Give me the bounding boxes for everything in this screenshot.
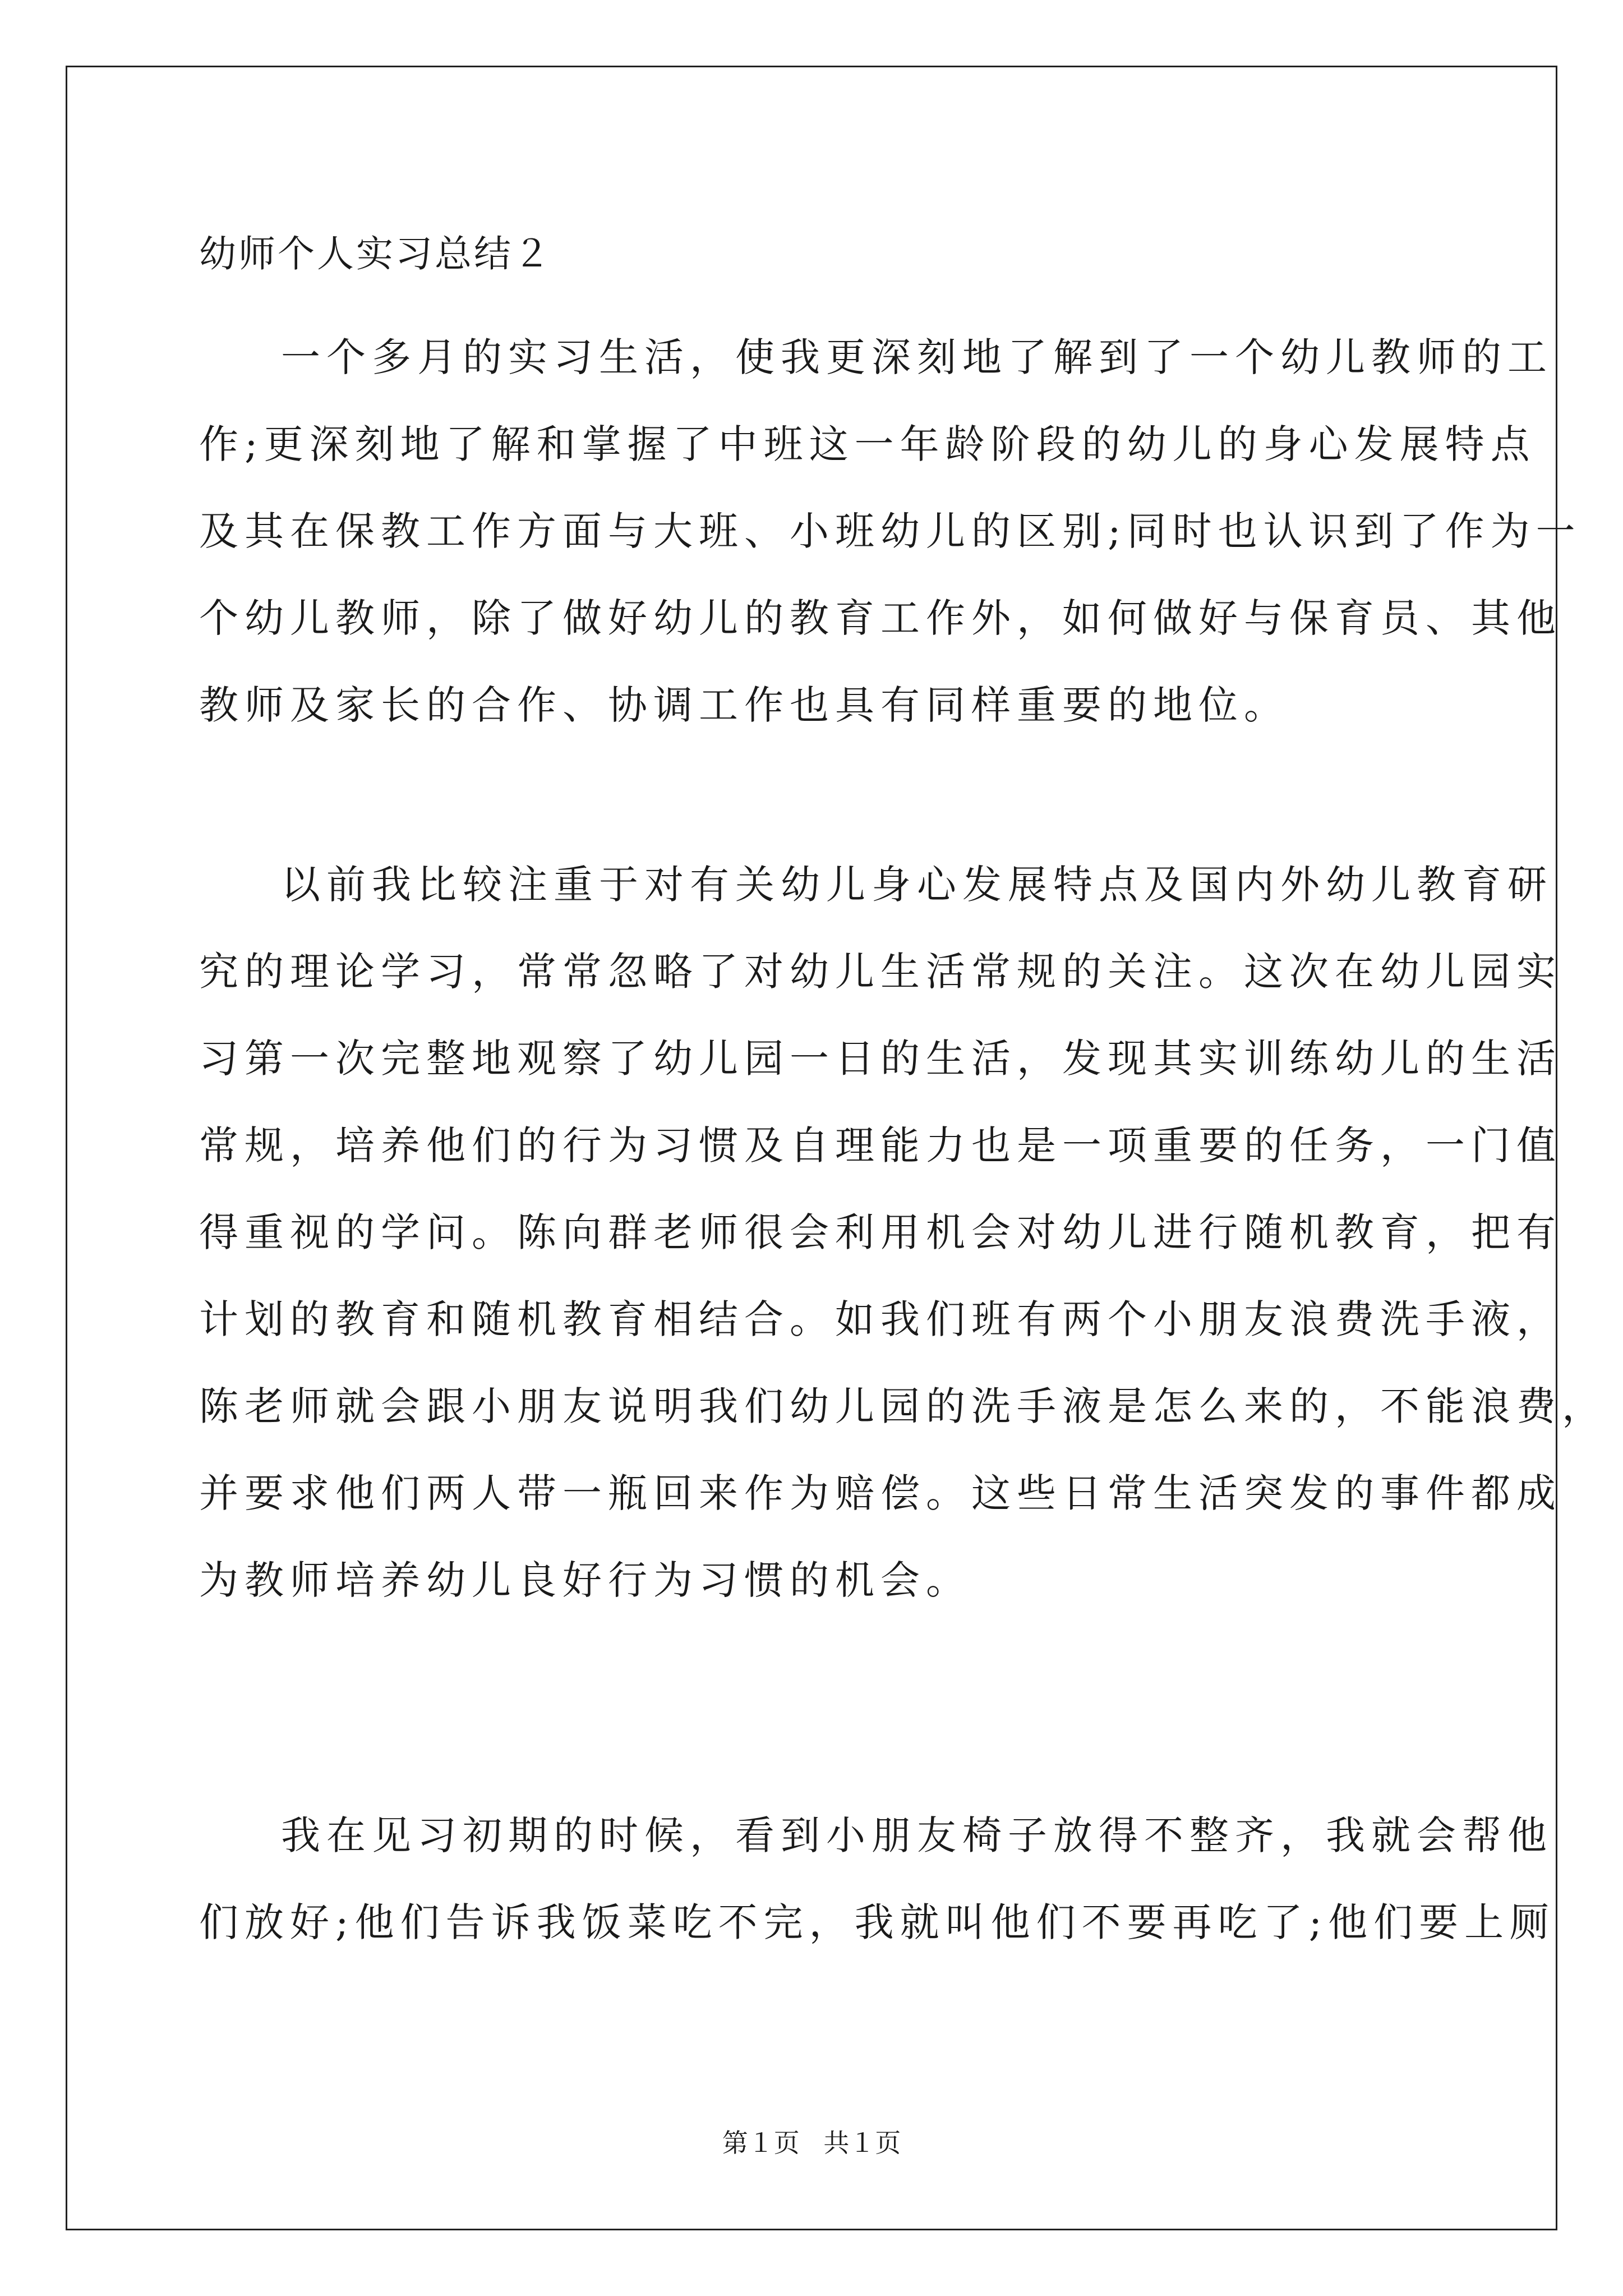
text-line: 陈老师就会跟小朋友说明我们幼儿园的洗手液是怎么来的，不能浪费，: [199, 1383, 1607, 1429]
text-line: 及其在保教工作方面与大班、小班幼儿的区别;同时也认识到了作为一: [199, 508, 1581, 554]
page-number: 第１页: [722, 2128, 800, 2158]
paragraph-3: [199, 1792, 1556, 1966]
page-footer: [0, 2126, 1623, 2160]
text-line: 究的理论学习，常常忽略了对幼儿生活常规的关注。这次在幼儿园实: [199, 949, 1562, 995]
text-line: 我在见习初期的时候，看到小朋友椅子放得不整齐，我就会帮他: [281, 1812, 1553, 1858]
paragraph-2: [199, 841, 1607, 1624]
text-line: 习第一次完整地观察了幼儿园一日的生活，发现其实训练幼儿的生活: [199, 1036, 1562, 1082]
text-line: 作;更深刻地了解和掌握了中班这一年龄阶段的幼儿的身心发展特点: [199, 421, 1536, 467]
text-line: 常规，培养他们的行为习惯及自理能力也是一项重要的任务，一门值: [199, 1122, 1562, 1168]
text-line: 并要求他们两人带一瓶回来作为赔偿。这些日常生活突发的事件都成: [199, 1470, 1562, 1516]
text-line: 计划的教育和随机教育相结合。如我们班有两个小朋友浪费洗手液，: [199, 1296, 1562, 1342]
text-line: 以前我比较注重于对有关幼儿身心发展特点及国内外幼儿教育研: [281, 862, 1553, 908]
text-line: 们放好;他们告诉我饭菜吃不完，我就叫他们不要再吃了;他们要上厕: [199, 1899, 1556, 1945]
text-line: 个幼儿教师，除了做好幼儿的教育工作外，如何做好与保育员、其他: [199, 595, 1562, 641]
text-line: 一个多月的实习生活，使我更深刻地了解到了一个幼儿教师的工: [281, 334, 1553, 380]
text-line: 为教师培养幼儿良好行为习惯的机会。: [199, 1557, 971, 1603]
document-title: 幼师个人实习总结２: [199, 232, 552, 275]
page-total: 共１页: [823, 2128, 901, 2158]
paragraph-1: [199, 314, 1581, 749]
text-line: 得重视的学问。陈向群老师很会利用机会对幼儿进行随机教育，把有: [199, 1209, 1562, 1255]
text-line: 教师及家长的合作、协调工作也具有同样重要的地位。: [199, 682, 1289, 728]
